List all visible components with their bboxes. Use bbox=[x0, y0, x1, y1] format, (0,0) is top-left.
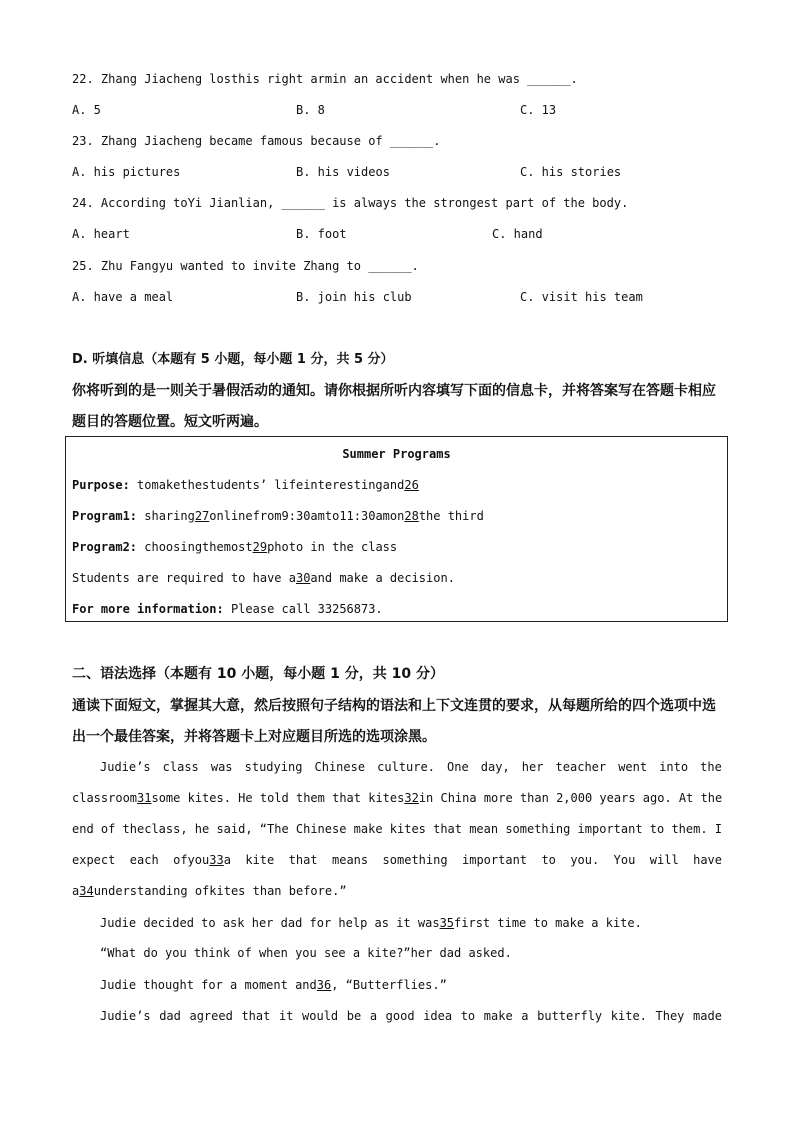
passage-word: it bbox=[278, 1009, 294, 1023]
passage-word: dad bbox=[159, 1009, 181, 1023]
blank-33[interactable]: 33 bbox=[209, 853, 224, 867]
passage-word: them. bbox=[671, 822, 708, 836]
passage-word: made bbox=[693, 1009, 722, 1023]
passage-word: You bbox=[613, 853, 636, 867]
grammar-heading: 二、语法选择（本题有 10 小题，每小题 1 分，共 10 分） bbox=[72, 666, 444, 682]
question-23-option-c: C. his stories bbox=[520, 165, 622, 179]
passage-word: to bbox=[460, 1009, 476, 1023]
passage-text: Judie decided to ask her dad for help as it was bbox=[100, 916, 440, 930]
passage-word: teacher bbox=[555, 760, 607, 774]
passage-word: One bbox=[447, 760, 469, 774]
passage-word: into bbox=[659, 760, 689, 774]
question-25-option-b: B. join his club bbox=[296, 290, 412, 304]
question-25-option-a: A. have a meal bbox=[72, 290, 174, 304]
passage-word: Chinese bbox=[314, 760, 366, 774]
passage-word: kite. bbox=[610, 1009, 647, 1023]
program1-text-c: the third bbox=[418, 509, 484, 523]
passage-text: some kites. He told them that kites bbox=[151, 791, 405, 805]
info-label: For more information: bbox=[72, 602, 224, 616]
blank-28[interactable]: 28 bbox=[404, 509, 419, 523]
blank-30[interactable]: 30 bbox=[295, 571, 311, 585]
passage-text: first time to make a kite. bbox=[454, 916, 642, 930]
passage-word: make bbox=[483, 1009, 513, 1023]
question-23-option-b: B. his videos bbox=[296, 165, 390, 179]
passage-word: a bbox=[369, 1009, 378, 1023]
passage-word: a bbox=[521, 1009, 529, 1023]
passage-word: to bbox=[541, 853, 556, 867]
passage-word: Judie’s bbox=[100, 760, 151, 774]
blank-31[interactable]: 31 bbox=[137, 791, 152, 805]
students-text-b: and make a decision. bbox=[310, 571, 455, 585]
grammar-instruction-line-1: 通读下面短文，掌握其大意，然后按照句子结构的语法和上下文连贯的要求，从每题所给的四个选项中选 bbox=[72, 698, 716, 714]
purpose-label: Purpose: bbox=[72, 478, 130, 492]
blank-34[interactable]: 34 bbox=[79, 884, 94, 898]
summer-programs-card bbox=[65, 436, 728, 622]
question-24-option-c: C. hand bbox=[492, 227, 543, 241]
passage-line-7: “What do you think of when you see a kite?”her dad asked. bbox=[100, 946, 512, 960]
blank-26[interactable]: 26 bbox=[404, 478, 419, 492]
passage-word: end bbox=[72, 822, 94, 836]
passage-word: kite bbox=[245, 853, 275, 867]
passage-text: understanding ofkites than before.” bbox=[93, 884, 347, 898]
question-24-option-b: B. foot bbox=[296, 227, 347, 241]
blank-29[interactable]: 29 bbox=[252, 540, 268, 554]
passage-word: culture. bbox=[377, 760, 435, 774]
program1-text-a: sharing bbox=[137, 509, 195, 523]
passage-word: you. bbox=[570, 853, 600, 867]
passage-word: “The bbox=[259, 822, 289, 836]
passage-word: important bbox=[462, 853, 528, 867]
students-text-a: Students are required to have a bbox=[72, 571, 296, 585]
passage-text: in China more than 2,000 years ago. At the bbox=[418, 791, 723, 805]
section-d-instruction-line-2: 题目的答题位置。短文听两遍。 bbox=[72, 414, 268, 430]
question-22-option-c: C. 13 bbox=[520, 103, 557, 117]
passage-word: class bbox=[162, 760, 199, 774]
passage-line-5 bbox=[72, 884, 347, 898]
card-purpose-line bbox=[72, 478, 419, 492]
passage-word: make bbox=[353, 822, 383, 836]
question-22-option-b: B. 8 bbox=[296, 103, 325, 117]
blank-35[interactable]: 35 bbox=[439, 916, 455, 930]
question-23-option-a: A. his pictures bbox=[72, 165, 181, 179]
passage-word: theclass, bbox=[122, 822, 188, 836]
passage-text: , “Butterflies.” bbox=[331, 978, 447, 992]
program1-label: Program1: bbox=[72, 509, 138, 523]
passage-text: classroom bbox=[72, 791, 138, 805]
passage-line-4 bbox=[72, 853, 722, 867]
passage-word: good bbox=[385, 1009, 415, 1023]
passage-word: to bbox=[649, 822, 665, 836]
passage-line-1 bbox=[100, 760, 722, 774]
passage-word: something bbox=[382, 853, 448, 867]
passage-word: of bbox=[100, 822, 116, 836]
passage-word-group bbox=[173, 853, 231, 867]
passage-word: said, bbox=[216, 822, 253, 836]
blank-32[interactable]: 32 bbox=[404, 791, 419, 805]
question-24-stem: 24. According toYi Jianlian, ______ is always the strongest part of the body. bbox=[72, 196, 629, 210]
passage-word: will bbox=[649, 853, 679, 867]
passage-word: butterfly bbox=[537, 1009, 603, 1023]
passage-word: kites bbox=[389, 822, 426, 836]
card-title: Summer Programs bbox=[342, 447, 451, 461]
grammar-instruction-line-2: 出一个最佳答案，并将答题卡上对应题目所选的选项涂黑。 bbox=[72, 729, 436, 745]
passage-word: that bbox=[433, 822, 462, 836]
program2-text-b: photo in the class bbox=[267, 540, 398, 554]
passage-word: mean bbox=[469, 822, 499, 836]
passage-line-8 bbox=[100, 978, 447, 992]
passage-word: have bbox=[693, 853, 722, 867]
program2-label: Program2: bbox=[72, 540, 138, 554]
blank-36[interactable]: 36 bbox=[316, 978, 332, 992]
passage-text: a bbox=[72, 884, 80, 898]
passage-word: important bbox=[577, 822, 643, 836]
passage-word: was bbox=[210, 760, 233, 774]
passage-word: I bbox=[714, 822, 722, 836]
passage-line-2 bbox=[72, 791, 722, 805]
question-23-stem: 23. Zhang Jiacheng became famous because of ______. bbox=[72, 134, 441, 148]
passage-word: idea bbox=[423, 1009, 453, 1023]
passage-word: agreed bbox=[189, 1009, 233, 1023]
passage-word: the bbox=[700, 760, 722, 774]
program1-text-b: onlinefrom9:30amto11:30amon bbox=[209, 509, 405, 523]
passage-word: something bbox=[505, 822, 571, 836]
question-25-option-c: C. visit his team bbox=[520, 290, 643, 304]
blank-27[interactable]: 27 bbox=[194, 509, 210, 523]
passage-word: would bbox=[302, 1009, 339, 1023]
program2-text-a: choosingthemost bbox=[137, 540, 253, 554]
passage-word: each bbox=[129, 853, 159, 867]
passage-word: Chinese bbox=[295, 822, 347, 836]
passage-text: Judie thought for a moment and bbox=[100, 978, 317, 992]
card-program1-line bbox=[72, 509, 484, 523]
passage-word: be bbox=[346, 1009, 362, 1023]
card-students-line bbox=[72, 571, 455, 585]
card-program2-line bbox=[72, 540, 397, 554]
section-d-heading: D. 听填信息（本题有 5 小题，每小题 1 分，共 5 分） bbox=[72, 352, 394, 367]
question-25-stem: 25. Zhu Fangyu wanted to invite Zhang to ______. bbox=[72, 259, 419, 273]
passage-line-9 bbox=[100, 1009, 722, 1023]
card-info-line bbox=[72, 602, 383, 616]
passage-line-6 bbox=[100, 916, 642, 930]
passage-word: her bbox=[521, 760, 544, 774]
passage-line-3 bbox=[72, 822, 722, 836]
passage-word: he bbox=[194, 822, 210, 836]
question-24-option-a: A. heart bbox=[72, 227, 130, 241]
passage-word: that bbox=[288, 853, 318, 867]
passage-word: went bbox=[618, 760, 648, 774]
passage-word: day, bbox=[480, 760, 510, 774]
section-d-instruction-line-1: 你将听到的是一则关于暑假活动的通知。请你根据所听内容填写下面的信息卡，并将答案写在答题卡相应 bbox=[72, 383, 716, 399]
passage-word: that bbox=[241, 1009, 271, 1023]
passage-word: expect bbox=[72, 853, 116, 867]
passage-word: studying bbox=[244, 760, 303, 774]
passage-text: a bbox=[223, 853, 231, 867]
purpose-text: tomakethestudents’ lifeinterestingand bbox=[129, 478, 405, 492]
info-text: Please call 33256873. bbox=[223, 602, 383, 616]
question-22-option-a: A. 5 bbox=[72, 103, 101, 117]
passage-word: Judie’s bbox=[100, 1009, 151, 1023]
passage-word: They bbox=[655, 1009, 685, 1023]
question-22-stem: 22. Zhang Jiacheng losthis right armin an accident when he was ______. bbox=[72, 72, 578, 86]
passage-text: ofyou bbox=[173, 853, 210, 867]
passage-word: means bbox=[332, 853, 369, 867]
